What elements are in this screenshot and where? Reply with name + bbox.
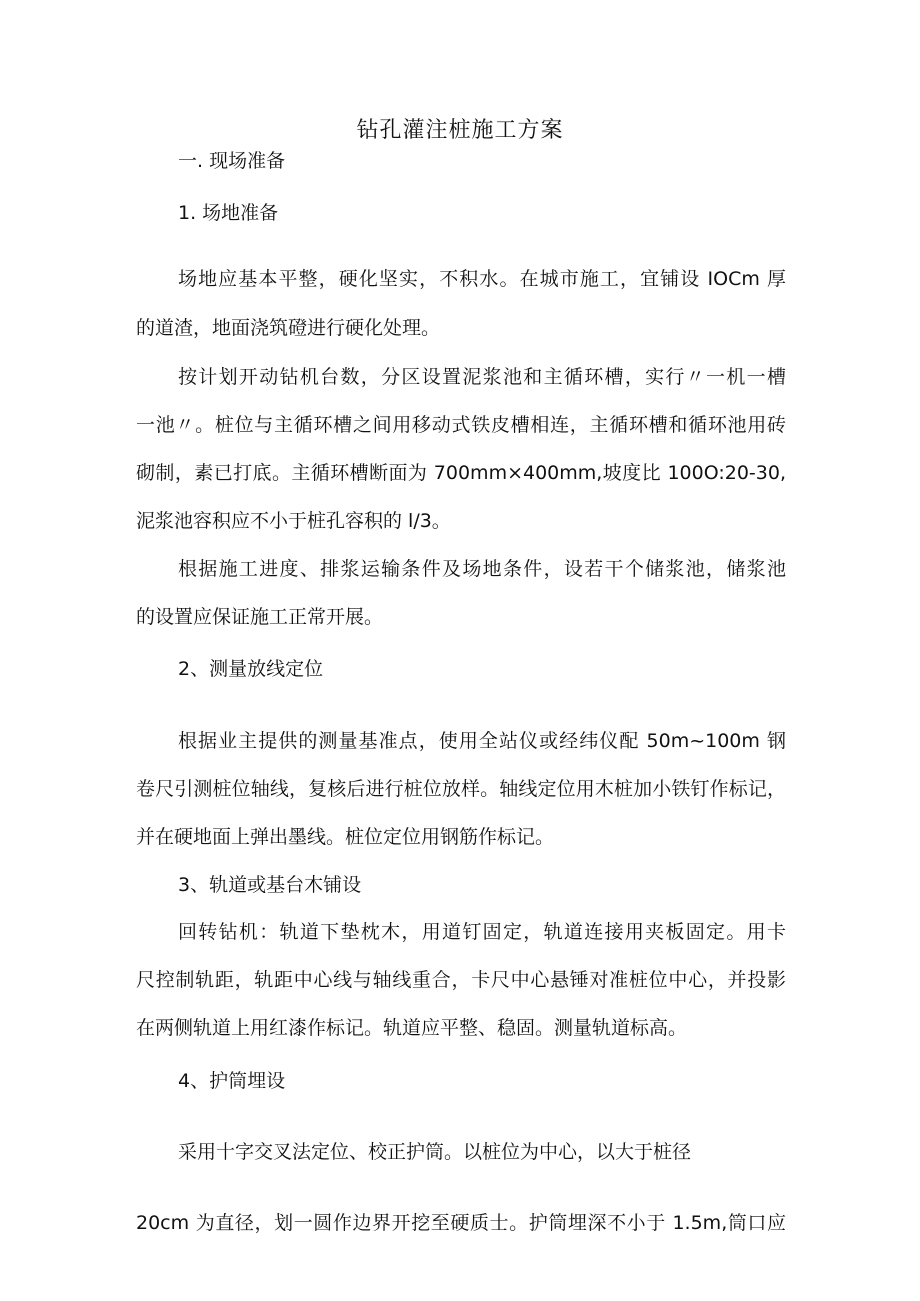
paragraph-6-line-2: 20cm 为直径，划一圆作边界开挖至硬质士。护筒埋深不小于 1.5m,筒口应	[136, 1212, 786, 1234]
subsection-heading-track: 3、轨道或基台木铺设	[178, 874, 362, 896]
paragraph-3-line-2: 的设置应保证施工正常开展。	[136, 606, 384, 628]
paragraph-2-line-1: 按计划开动钻机台数，分区设置泥浆池和主循环槽，实行〃一机一槽	[178, 366, 786, 388]
subsection-heading-site-prep: 1. 场地准备	[178, 202, 279, 224]
paragraph-2-line-2: 一池〃。桩位与主循环槽之间用移动式铁皮槽相连，主循环槽和循环池用砖	[136, 414, 786, 436]
paragraph-2-line-3: 砌制，素已打底。主循环槽断面为 700mm×400mm,坡度比 100O:20-30,	[136, 462, 786, 484]
paragraph-4-line-2: 卷尺引测桩位轴线，复核后进行桩位放样。轴线定位用木桩加小铁钉作标记，	[136, 778, 786, 800]
paragraph-1-line-1: 场地应基本平整，硬化坚实，不积水。在城市施工，宜铺设 IOCm 厚	[178, 268, 786, 290]
paragraph-5-line-3: 在两侧轨道上用红漆作标记。轨道应平整、稳固。测量轨道标高。	[136, 1017, 688, 1039]
paragraph-6-line-1: 采用十字交叉法定位、校正护筒。以桩位为中心，以大于桩径	[178, 1141, 692, 1163]
subsection-heading-survey: 2、测量放线定位	[178, 658, 324, 680]
paragraph-3-line-1: 根据施工进度、排浆运输条件及场地条件，设若干个储浆池，储浆池	[178, 558, 786, 580]
paragraph-1-line-2: 的道渣，地面浇筑磴进行硬化处理。	[136, 317, 441, 339]
section-heading-site-preparation: 一. 现场准备	[178, 150, 286, 172]
paragraph-5-line-1: 回转钻机：轨道下垫枕木，用道钉固定，轨道连接用夹板固定。用卡	[178, 921, 786, 943]
subsection-heading-casing: 4、护筒埋设	[178, 1070, 286, 1092]
paragraph-2-line-4: 泥浆池容积应不小于桩孔容积的 l/3。	[136, 510, 451, 532]
paragraph-4-line-1: 根据业主提供的测量基准点，使用全站仪或经纬仪配 50m~100m 钢	[178, 730, 786, 752]
document-title: 钻孔灌注桩施工方案	[356, 118, 564, 143]
paragraph-5-line-2: 尺控制轨距，轨距中心线与轴线重合，卡尺中心悬锤对准桩位中心，并投影	[136, 969, 786, 991]
paragraph-4-line-3: 并在硬地面上弹出墨线。桩位定位用钢筋作标记。	[136, 826, 555, 848]
